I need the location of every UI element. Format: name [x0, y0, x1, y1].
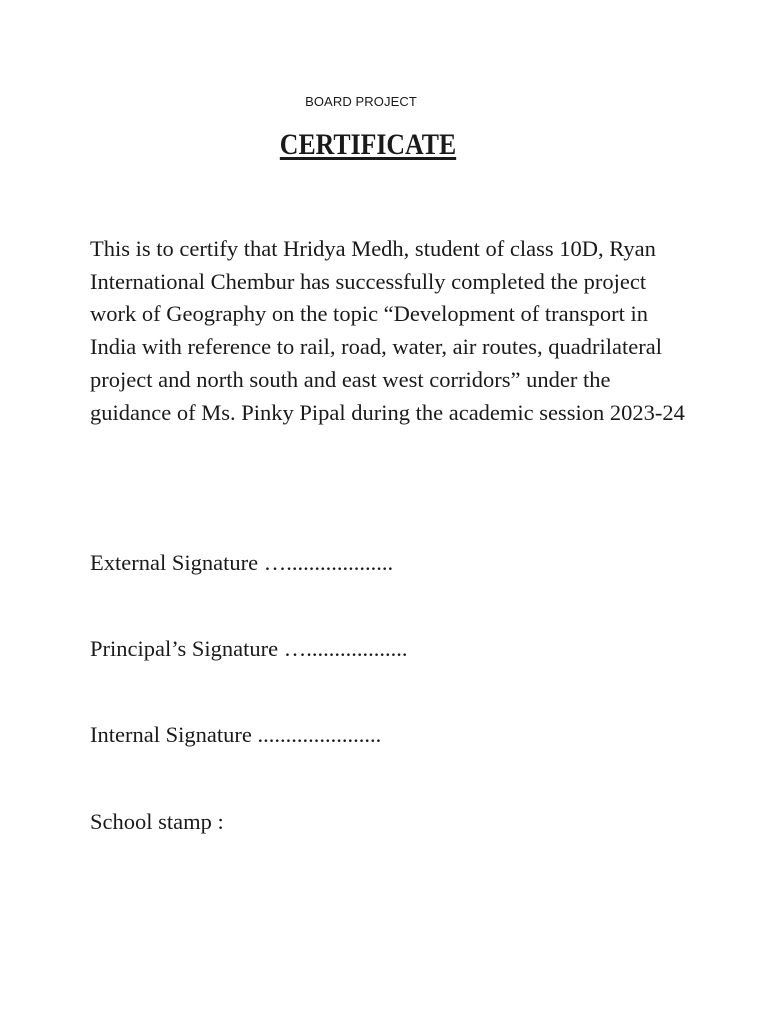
external-signature-line: External Signature …...................	[90, 550, 394, 575]
certificate-title: CERTIFICATE	[279, 128, 457, 161]
certificate-body-text: This is to certify that Hridya Medh, student of class 10D, Ryan International Chembur has successfully completed the project work of Geography on the topic “Development of transport in India with reference to rail, road, water, air routes, quadrilateral project and north south and east west corridors” under the guidance of Ms. Pinky Pipal during the academic session 2023-24	[90, 236, 685, 425]
school-stamp-label: School stamp :	[90, 809, 224, 834]
principal-signature-line: Principal’s Signature …..................	[90, 636, 408, 661]
board-project-label: BOARD PROJECT	[305, 94, 417, 109]
internal-signature-line: Internal Signature ......................	[90, 722, 382, 747]
